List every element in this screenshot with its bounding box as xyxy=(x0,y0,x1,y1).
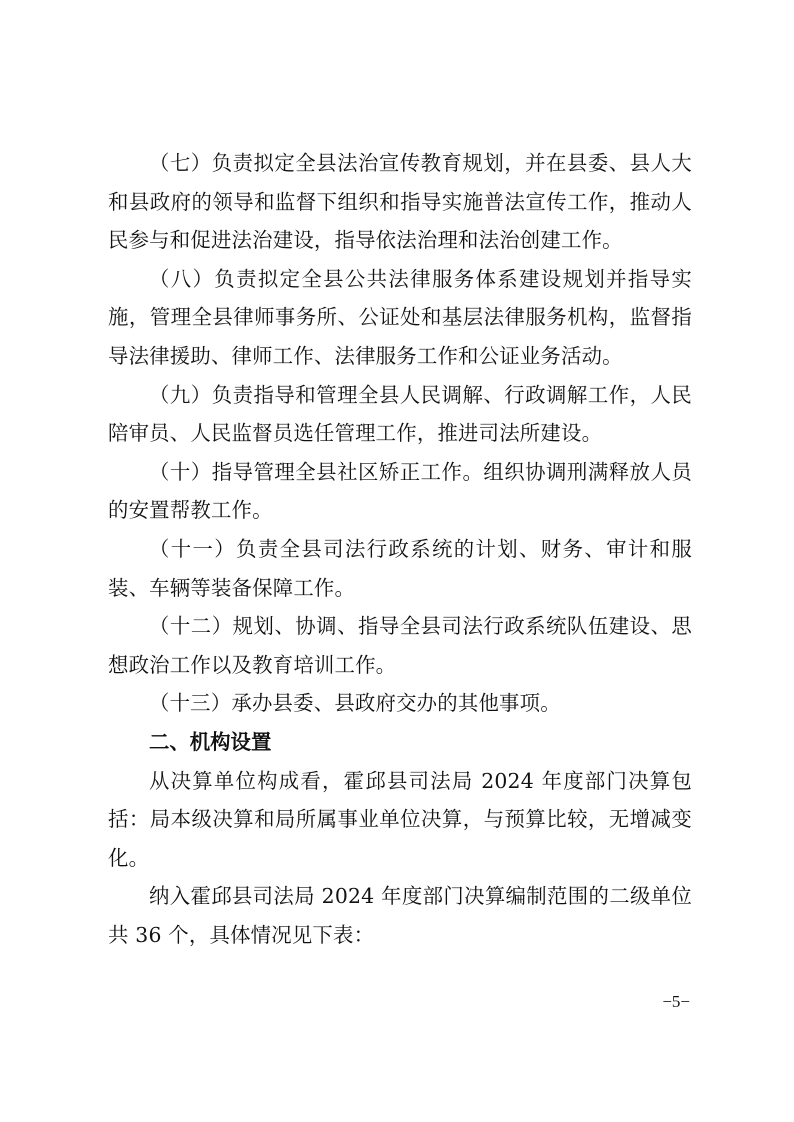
paragraph-item-12: （十二）规划、协调、指导全县司法行政系统队伍建设、思想政治工作以及教育培训工作。 xyxy=(108,614,692,677)
section-paragraph-composition: 从决算单位构成看，霍邱县司法局 2024 年度部门决算包括：局本级决算和局所属事业单位决算，与预算比较，无增减变化。 xyxy=(108,768,692,870)
page-number: −5− xyxy=(662,992,690,1011)
paragraph-item-10: （十）指导管理全县社区矫正工作。组织协调刑满释放人员的安置帮教工作。 xyxy=(108,459,692,523)
paragraph-item-13: （十三）承办县委、县政府交办的其他事项。 xyxy=(149,691,561,716)
paragraph-item-7: （七）负责拟定全县法治宣传教育规划，并在县委、县人大和县政府的领导和监督下组织和指导实施普法宣传工作，推动人民参与和促进法治建设，指导依法治理和法治创建工作。 xyxy=(108,151,692,253)
paragraph-item-8: （八）负责拟定全县公共法律服务体系建设规划并指导实施，管理全县律师事务所、公证处和基层法律服务机构，监督指导法律援助、律师工作、法律服务工作和公证业务活动。 xyxy=(108,266,692,368)
section-heading: 二、机构设置 xyxy=(149,729,272,754)
section-paragraph-scope: 纳入霍邱县司法局 2024 年度部门决算编制范围的二级单位共 36 个，具体情况见下表： xyxy=(108,884,692,947)
paragraph-item-11: （十一）负责全县司法行政系统的计划、财务、审计和服装、车辆等装备保障工作。 xyxy=(108,536,692,600)
paragraph-item-9: （九）负责指导和管理全县人民调解、行政调解工作，人民陪审员、人民监督员选任管理工作，推进司法所建设。 xyxy=(108,382,692,446)
document-body xyxy=(108,144,692,954)
